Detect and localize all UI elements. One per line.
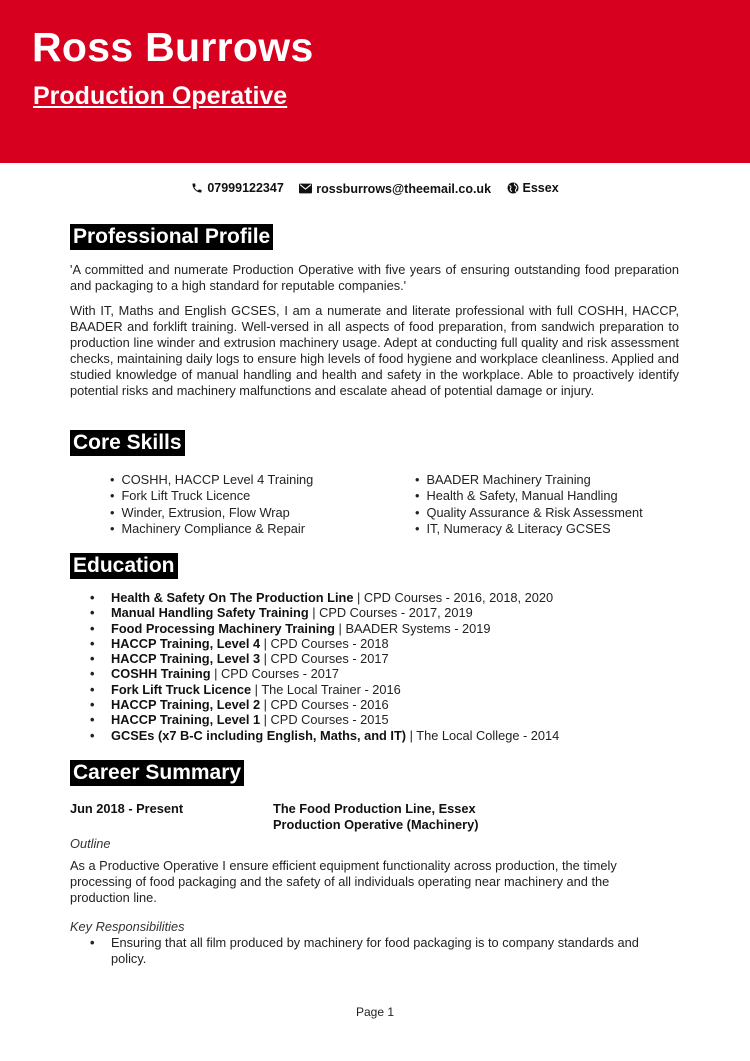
education-item: • Health & Safety On The Production Line | CPD Courses - 2016, 2018, 2020	[90, 590, 559, 605]
header-banner	[0, 0, 750, 163]
position-title: Production Operative (Machinery)	[273, 817, 479, 832]
education-item: • Food Processing Machinery Training | BAADER Systems - 2019	[90, 621, 559, 636]
location-text: Essex	[522, 181, 559, 195]
job-employer	[273, 801, 479, 833]
skill-item: • COSHH, HACCP Level 4 Training	[110, 472, 415, 488]
responsibilities-label: Key Responsibilities	[70, 919, 185, 934]
course-detail: The Local College - 2014	[416, 727, 560, 743]
course-detail: BAADER Systems - 2019	[345, 620, 491, 636]
education-list	[90, 590, 559, 743]
course-name: Food Processing Machinery Training	[111, 620, 335, 636]
skills-heading: Core Skills	[70, 430, 185, 456]
globe-icon	[507, 182, 519, 194]
course-name: Fork Lift Truck Licence	[111, 681, 252, 697]
course-name: HACCP Training, Level 3	[111, 651, 261, 667]
contact-location	[507, 181, 559, 195]
responsibility-item: • Ensuring that all film produced by machinery for food packaging is to company standards and policy.	[90, 935, 670, 967]
education-item: • HACCP Training, Level 3 | CPD Courses - 2017	[90, 651, 559, 666]
job-title: Production Operative	[33, 82, 288, 110]
outline-text: As a Productive Operative I ensure efficient equipment functionality across production, the timely processing of food packaging and the safety of all individuals operating near machinery and the production line.	[70, 858, 617, 905]
skill-item: • IT, Numeracy & Literacy GCSES	[415, 521, 643, 537]
profile-body: With IT, Maths and English GCSES, I am a numerate and literate professional with full COSHH, HACCP, BAADER and forklift training. Well-versed in all aspects of food preparation, from sandwich preparation to production line winder and extrusion machinery usage. Adept at conducting full quality and risk assessment checks, maintaining daily logs to ensure high levels of food hygiene and workplace cleanliness. Applied and studied knowledge of manual handling and health and safety in the workplace. Able to proactively identify potential risks and machinery malfunctions and escalate ahead of potential damage or injury.	[70, 303, 679, 398]
profile-intro: 'A committed and numerate Production Operative with five years of ensuring outstanding food preparation and packaging to a high standard for reputable companies.'	[70, 262, 679, 293]
skills-list	[110, 472, 670, 537]
skill-item: • Fork Lift Truck Licence	[110, 488, 415, 504]
education-item: • COSHH Training | CPD Courses - 2017	[90, 666, 559, 681]
course-name: Health & Safety On The Production Line	[111, 590, 354, 605]
page-number: Page 1	[355, 1005, 395, 1019]
course-detail: CPD Courses - 2016, 2018, 2020	[363, 590, 554, 605]
course-name: GCSEs (x7 B-C including English, Maths, and IT)	[111, 727, 407, 743]
contact-email[interactable]	[299, 182, 491, 196]
course-name: HACCP Training, Level 1	[111, 712, 261, 728]
candidate-name: Ross Burrows	[32, 24, 314, 70]
course-detail: CPD Courses - 2017	[270, 651, 389, 667]
education-item: • Fork Lift Truck Licence | The Local Trainer - 2016	[90, 682, 559, 697]
education-item: • GCSEs (x7 B-C including English, Maths, and IT) | The Local College - 2014	[90, 728, 559, 743]
company-name: The Food Production Line, Essex	[273, 801, 476, 816]
skills-column-right	[415, 472, 643, 537]
skills-column-left	[110, 472, 415, 537]
phone-text: 07999122347	[207, 181, 284, 195]
course-detail: CPD Courses - 2016	[270, 697, 389, 713]
email-text: rossburrows@theemail.co.uk	[316, 181, 492, 196]
course-detail: CPD Courses - 2017, 2019	[319, 605, 473, 621]
course-detail: CPD Courses - 2018	[270, 635, 389, 651]
job-date: Jun 2018 - Present	[70, 801, 184, 816]
career-heading: Career Summary	[70, 760, 244, 786]
education-item: • Manual Handling Safety Training | CPD Courses - 2017, 2019	[90, 605, 559, 620]
course-detail: CPD Courses - 2015	[270, 712, 389, 728]
profile-heading: Professional Profile	[70, 224, 273, 250]
skill-item: • BAADER Machinery Training	[415, 472, 643, 488]
envelope-icon	[299, 183, 312, 194]
contact-bar	[0, 181, 750, 197]
education-heading: Education	[70, 553, 178, 579]
course-detail: The Local Trainer - 2016	[261, 681, 401, 697]
education-item: • HACCP Training, Level 1 | CPD Courses - 2015	[90, 712, 559, 727]
skill-item: • Health & Safety, Manual Handling	[415, 488, 643, 504]
course-name: HACCP Training, Level 4	[111, 635, 261, 651]
skill-item: • Winder, Extrusion, Flow Wrap	[110, 505, 415, 521]
course-name: HACCP Training, Level 2	[111, 697, 261, 713]
contact-phone[interactable]	[191, 181, 283, 195]
outline-label: Outline	[70, 836, 111, 851]
education-item: • HACCP Training, Level 2 | CPD Courses - 2016	[90, 697, 559, 712]
skill-item: • Machinery Compliance & Repair	[110, 521, 415, 537]
phone-icon	[191, 182, 203, 194]
course-name: Manual Handling Safety Training	[111, 605, 309, 621]
course-detail: CPD Courses - 2017	[220, 666, 340, 682]
responsibilities-list	[90, 935, 670, 967]
skill-item: • Quality Assurance & Risk Assessment	[415, 505, 643, 521]
course-name: COSHH Training	[111, 666, 211, 682]
education-item: • HACCP Training, Level 4 | CPD Courses - 2018	[90, 636, 559, 651]
